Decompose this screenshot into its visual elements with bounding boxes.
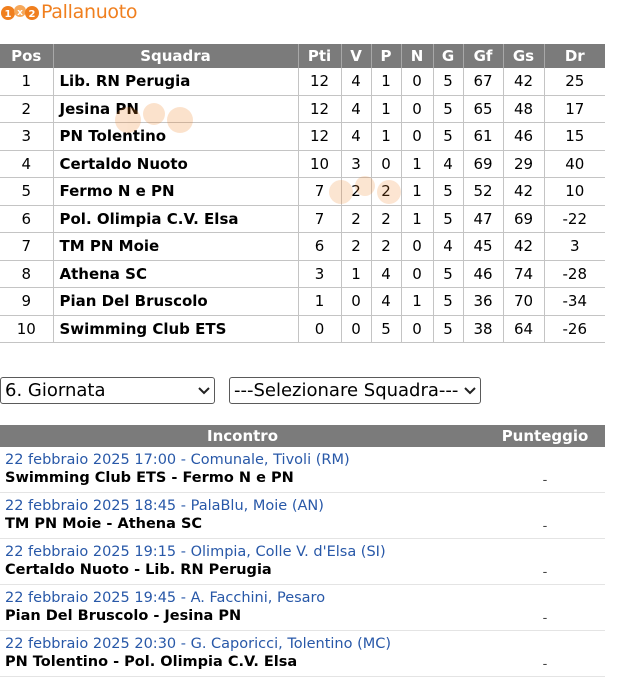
- cell-gf: 46: [463, 260, 503, 288]
- match-row: [0, 631, 605, 677]
- cell-gf: 45: [463, 233, 503, 261]
- svg-text:1: 1: [4, 9, 12, 20]
- chevron-down-icon: [198, 387, 210, 395]
- giornata-select-value: 6. Giornata: [5, 380, 106, 401]
- cell-dr: 3: [544, 233, 605, 261]
- match-score: -: [542, 473, 548, 488]
- match-meta-link[interactable]: 22 febbraio 2025 18:45 - PalaBlu, Moie (AN): [5, 498, 324, 514]
- cell-gf: 36: [463, 288, 503, 316]
- cell-p: 1: [371, 95, 401, 123]
- cell-pos: 7: [0, 233, 53, 261]
- cell-n: 0: [401, 233, 433, 261]
- cell-gf: 69: [463, 150, 503, 178]
- cell-team[interactable]: Pol. Olimpia C.V. Elsa: [53, 205, 298, 233]
- cell-dr: -26: [544, 315, 605, 343]
- cell-n: 0: [401, 68, 433, 95]
- cell-v: 1: [341, 260, 371, 288]
- cell-pti: 12: [298, 123, 341, 151]
- cell-gs: 48: [503, 95, 544, 123]
- cell-dr: 15: [544, 123, 605, 151]
- cell-gf: 65: [463, 95, 503, 123]
- cell-team[interactable]: Swimming Club ETS: [53, 315, 298, 343]
- match-meta-link[interactable]: 22 febbraio 2025 17:00 - Comunale, Tivoli (RM): [5, 452, 350, 468]
- cell-pti: 0: [298, 315, 341, 343]
- cell-v: 3: [341, 150, 371, 178]
- logo-text: Pallanuoto: [41, 1, 138, 23]
- table-row: [0, 95, 605, 123]
- cell-gs: 69: [503, 205, 544, 233]
- cell-gs: 29: [503, 150, 544, 178]
- cell-gs: 42: [503, 68, 544, 95]
- cell-g: 5: [433, 178, 463, 206]
- cell-g: 5: [433, 68, 463, 95]
- col-header-p[interactable]: P: [371, 44, 401, 68]
- cell-team[interactable]: Jesina PN: [53, 95, 298, 123]
- cell-gs: 42: [503, 233, 544, 261]
- squadra-select-value: ---Selezionare Squadra---: [234, 380, 459, 401]
- cell-p: 0: [371, 150, 401, 178]
- cell-v: 2: [341, 205, 371, 233]
- table-row: [0, 260, 605, 288]
- cell-v: 4: [341, 123, 371, 151]
- cell-pti: 12: [298, 95, 341, 123]
- match-meta-link[interactable]: 22 febbraio 2025 20:30 - G. Caporicci, Tolentino (MC): [5, 636, 392, 652]
- col-header-dr[interactable]: Dr: [544, 44, 605, 68]
- standings-table: [0, 44, 605, 343]
- cell-dr: 40: [544, 150, 605, 178]
- svg-text:2: 2: [28, 9, 36, 20]
- table-row: [0, 288, 605, 316]
- cell-v: 2: [341, 178, 371, 206]
- match-meta-link[interactable]: 22 febbraio 2025 19:45 - A. Facchini, Pesaro: [5, 590, 326, 606]
- cell-dr: -28: [544, 260, 605, 288]
- cell-n: 0: [401, 123, 433, 151]
- svg-text:x: x: [17, 8, 23, 18]
- cell-g: 5: [433, 123, 463, 151]
- cell-n: 1: [401, 178, 433, 206]
- cell-pos: 6: [0, 205, 53, 233]
- matches-table: [0, 425, 605, 677]
- cell-pos: 3: [0, 123, 53, 151]
- cell-pos: 5: [0, 178, 53, 206]
- cell-pti: 10: [298, 150, 341, 178]
- cell-pos: 1: [0, 68, 53, 95]
- cell-p: 4: [371, 260, 401, 288]
- cell-gs: 74: [503, 260, 544, 288]
- cell-g: 5: [433, 95, 463, 123]
- cell-n: 1: [401, 205, 433, 233]
- cell-n: 1: [401, 288, 433, 316]
- col-header-squadra[interactable]: Squadra: [53, 44, 298, 68]
- col-header-gs[interactable]: Gs: [503, 44, 544, 68]
- cell-dr: 25: [544, 68, 605, 95]
- cell-gs: 70: [503, 288, 544, 316]
- cell-pti: 7: [298, 178, 341, 206]
- cell-v: 4: [341, 68, 371, 95]
- cell-pti: 7: [298, 205, 341, 233]
- cell-team[interactable]: PN Tolentino: [53, 123, 298, 151]
- cell-v: 0: [341, 288, 371, 316]
- cell-team[interactable]: Athena SC: [53, 260, 298, 288]
- cell-p: 2: [371, 205, 401, 233]
- table-row: [0, 123, 605, 151]
- match-score: -: [542, 657, 548, 672]
- cell-pos: 4: [0, 150, 53, 178]
- match-row: [0, 539, 605, 585]
- match-score: -: [542, 565, 548, 580]
- match-row: [0, 585, 605, 631]
- cell-v: 0: [341, 315, 371, 343]
- col-header-punteggio: Punteggio: [501, 427, 589, 445]
- match-teams: PN Tolentino - Pol. Olimpia C.V. Elsa: [5, 654, 298, 670]
- site-logo[interactable]: [0, 0, 137, 24]
- cell-pos: 9: [0, 288, 53, 316]
- cell-g: 4: [433, 233, 463, 261]
- cell-n: 0: [401, 315, 433, 343]
- giornata-select[interactable]: [0, 377, 215, 404]
- table-row: [0, 233, 605, 261]
- cell-gf: 67: [463, 68, 503, 95]
- filter-bar: [0, 377, 481, 404]
- col-header-pos[interactable]: Pos: [0, 44, 53, 68]
- col-header-g[interactable]: G: [433, 44, 463, 68]
- matches-header-row: [0, 425, 605, 447]
- chevron-down-icon: [464, 387, 476, 395]
- cell-gf: 61: [463, 123, 503, 151]
- table-row: [0, 178, 605, 206]
- match-row: [0, 493, 605, 539]
- table-row: [0, 315, 605, 343]
- match-score: -: [542, 611, 548, 626]
- squadra-select[interactable]: [229, 377, 481, 404]
- cell-pti: 6: [298, 233, 341, 261]
- cell-pti: 3: [298, 260, 341, 288]
- match-meta-link[interactable]: 22 febbraio 2025 19:15 - Olimpia, Colle V. d'Elsa (SI): [5, 544, 386, 560]
- cell-p: 1: [371, 68, 401, 95]
- cell-team[interactable]: Pian Del Bruscolo: [53, 288, 298, 316]
- cell-g: 5: [433, 260, 463, 288]
- cell-v: 2: [341, 233, 371, 261]
- table-row: [0, 150, 605, 178]
- match-row: [0, 447, 605, 493]
- cell-p: 1: [371, 123, 401, 151]
- cell-pti: 12: [298, 68, 341, 95]
- cell-dr: 10: [544, 178, 605, 206]
- cell-gf: 47: [463, 205, 503, 233]
- cell-gs: 46: [503, 123, 544, 151]
- cell-v: 4: [341, 95, 371, 123]
- cell-g: 5: [433, 315, 463, 343]
- cell-g: 5: [433, 288, 463, 316]
- cell-pos: 10: [0, 315, 53, 343]
- match-teams: Certaldo Nuoto - Lib. RN Perugia: [5, 562, 272, 578]
- cell-g: 4: [433, 150, 463, 178]
- cell-p: 4: [371, 288, 401, 316]
- cell-pos: 2: [0, 95, 53, 123]
- match-score: -: [542, 519, 548, 534]
- cell-pti: 1: [298, 288, 341, 316]
- cell-g: 5: [433, 205, 463, 233]
- cell-n: 0: [401, 95, 433, 123]
- cell-n: 1: [401, 150, 433, 178]
- cell-dr: -22: [544, 205, 605, 233]
- cell-team[interactable]: Fermo N e PN: [53, 178, 298, 206]
- col-header-incontro: Incontro: [206, 427, 278, 445]
- standings-header-row: [0, 44, 605, 68]
- col-header-gf[interactable]: Gf: [463, 44, 503, 68]
- match-teams: Swimming Club ETS - Fermo N e PN: [5, 470, 294, 486]
- match-teams: TM PN Moie - Athena SC: [5, 516, 203, 532]
- dice-numbers-logo-icon: [0, 1, 40, 23]
- cell-dr: -34: [544, 288, 605, 316]
- table-row: [0, 68, 605, 95]
- cell-p: 2: [371, 233, 401, 261]
- col-header-pti[interactable]: Pti: [298, 44, 341, 68]
- col-header-n[interactable]: N: [401, 44, 433, 68]
- cell-team[interactable]: TM PN Moie: [53, 233, 298, 261]
- cell-gs: 42: [503, 178, 544, 206]
- cell-pos: 8: [0, 260, 53, 288]
- cell-gf: 52: [463, 178, 503, 206]
- cell-gs: 64: [503, 315, 544, 343]
- cell-p: 5: [371, 315, 401, 343]
- cell-team[interactable]: Certaldo Nuoto: [53, 150, 298, 178]
- cell-gf: 38: [463, 315, 503, 343]
- col-header-v[interactable]: V: [341, 44, 371, 68]
- cell-dr: 17: [544, 95, 605, 123]
- match-teams: Pian Del Bruscolo - Jesina PN: [5, 608, 242, 624]
- cell-p: 2: [371, 178, 401, 206]
- table-row: [0, 205, 605, 233]
- cell-team[interactable]: Lib. RN Perugia: [53, 68, 298, 95]
- cell-n: 0: [401, 260, 433, 288]
